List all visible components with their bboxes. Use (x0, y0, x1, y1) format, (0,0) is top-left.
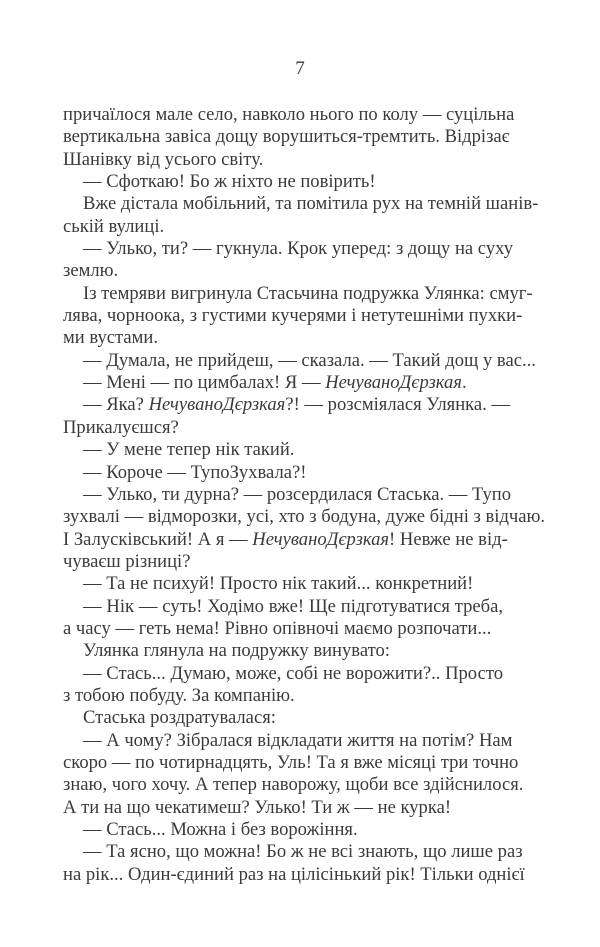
text-segment: — Мені — по цимбалах! Я — (83, 372, 326, 394)
text-line (63, 305, 523, 327)
text-line (63, 483, 512, 506)
text-segment: зухвалі — відморозки, усі, хто з бодуна, дуже бідні з відчаю. (63, 506, 546, 528)
text-line (63, 596, 503, 618)
body-text (63, 104, 546, 886)
text-line (63, 462, 503, 484)
text-line (63, 841, 523, 863)
text-segment: — Улько, ти? — гукнула. Крок уперед: з дощу на суху (83, 238, 513, 260)
text-segment: А ти на що чекатимеш? Улько! Ти ж — не курка! (63, 796, 452, 818)
text-segment: скоро — по чотирнадцять, Уль! Та я вже місяці три точно (63, 751, 519, 773)
text-line (63, 171, 503, 193)
text-line (63, 216, 503, 238)
text-line (63, 640, 503, 662)
text-line (63, 774, 524, 796)
text-segment: знаю, чого хочу. А тепер наворожу, щоби все здійснилося. (63, 774, 524, 796)
text-line (63, 819, 503, 841)
text-line (63, 372, 503, 394)
text-line (63, 439, 503, 461)
text-line (63, 663, 503, 685)
text-segment: землю. (63, 260, 119, 282)
text-line (63, 797, 503, 819)
text-segment: — Думала, не прийдеш, — сказала. — Такий дощ у вас... (83, 349, 536, 371)
text-segment: — Та не психуй! Просто нік такий... конкретний! (83, 573, 474, 595)
text-segment: Стаська роздратувалася: (83, 707, 276, 729)
italic-nickname: НечуваноДєрзкая (148, 394, 286, 416)
text-segment: — Яка? (83, 394, 149, 416)
text-segment: на рік... Один-єдиний раз на цілісінький рік! Тільки однієї (63, 863, 525, 885)
text-line (63, 394, 511, 416)
text-segment: вертикальна завіса дощу ворушиться-тремтить. Відрізає (63, 126, 510, 148)
text-segment: Шанівку від усього світу. (63, 148, 264, 170)
text-segment: — Сфоткаю! Бо ж ніхто не повірить! (83, 171, 376, 193)
text-line (63, 149, 503, 171)
text-line (63, 528, 508, 551)
text-line (63, 193, 539, 215)
text-line (63, 863, 525, 886)
text-segment: лява, чорноока, з густими кучерями і нетутешніми пухки- (63, 305, 523, 327)
text-line (63, 327, 503, 349)
text-segment: Улянка глянула на подружку винувато: (83, 640, 390, 662)
text-segment: І Залусківський! А я — (63, 528, 253, 550)
text-segment: ській вулиці. (63, 215, 165, 237)
text-line (63, 551, 503, 573)
text-line (63, 417, 503, 439)
text-line (63, 618, 503, 640)
text-line (63, 707, 503, 729)
text-line (63, 685, 503, 707)
text-line (63, 260, 503, 282)
text-segment: Вже дістала мобільний, та помітила рух на темній шанів- (83, 193, 539, 215)
text-segment: — Нік — суть! Ходімо вже! Ще підготуватися треба, (83, 595, 503, 617)
text-segment: Прикалуєшся? (63, 416, 179, 438)
text-line (63, 238, 513, 260)
page-number: 7 (295, 58, 305, 79)
text-line (63, 751, 519, 774)
text-line (63, 104, 515, 126)
text-line (63, 729, 513, 752)
text-segment: — У мене тепер нік такий. (83, 439, 295, 461)
italic-nickname: НечуваноДєрзкая (325, 372, 462, 394)
text-segment: — Улько, ти дурна? — розсердилася Стаська. — Тупо (83, 483, 512, 505)
text-segment: ?! — розсміялася Улянка. — (285, 394, 511, 416)
text-segment: — А чому? Зібралася відкладати життя на потім? Нам (83, 729, 513, 751)
text-segment: причаїлося мале село, навколо нього по колу — суцільна (63, 104, 515, 125)
text-segment: Із темряви вигринула Стасьчина подружка Улянка: смуг- (83, 282, 533, 304)
text-line (63, 349, 536, 372)
italic-nickname: НечуваноДєрзкая (252, 528, 390, 550)
text-segment: . (461, 372, 467, 394)
text-segment: — Та ясно, що можна! Бо ж не всі знають, що лише раз (83, 841, 523, 863)
text-segment: з тобою побуду. За компанію. (63, 684, 295, 706)
text-segment: ми вустами. (63, 327, 159, 349)
text-line (63, 282, 533, 305)
text-line (63, 126, 510, 148)
text-segment: — Стась... Можна і без ворожіння. (83, 819, 358, 840)
text-segment: а часу — геть нема! Рівно опівночі маємо розпочати... (63, 617, 492, 639)
text-segment: чуваєш різниці? (63, 550, 191, 572)
text-segment: — Стась... Думаю, може, собі не ворожити?.. Просто (83, 662, 503, 684)
text-line (63, 506, 546, 528)
text-segment: — Короче — ТупоЗухвала?! (83, 461, 307, 483)
text-segment: ! Невже не від- (389, 528, 508, 550)
text-line (63, 573, 503, 595)
